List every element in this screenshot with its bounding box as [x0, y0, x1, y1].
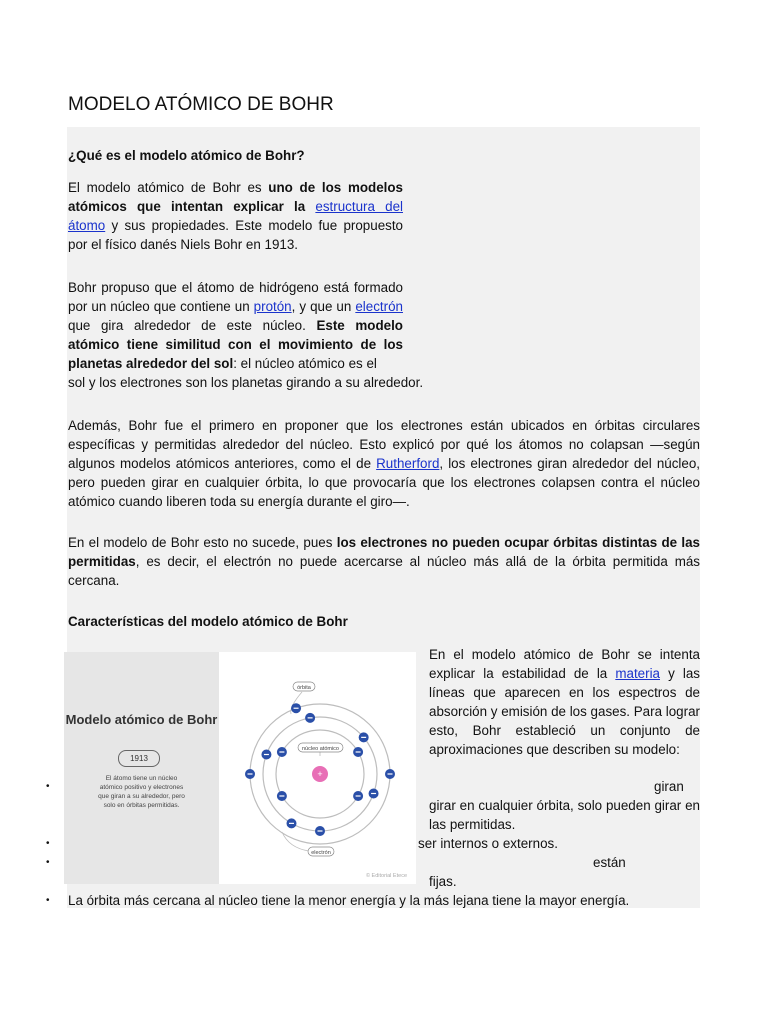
electron-minus [361, 737, 366, 738]
bullet-marker: • [46, 857, 50, 868]
electron-minus [308, 717, 313, 718]
list-text-fragment: están [593, 855, 626, 870]
label-nucleo: núcleo atómico [302, 746, 339, 752]
electron-minus [356, 795, 361, 796]
section-heading-que-es: ¿Qué es el modelo atómico de Bohr? [68, 148, 305, 163]
bullet-marker: • [46, 781, 50, 792]
bohr-atom-diagram [219, 652, 416, 884]
figure-title: Modelo atómico de Bohr [65, 712, 218, 727]
figure-description: El átomo tiene un núcleo atómico positivo y electrones que giran a su alrededor, pero solo en órbitas permitidas. [98, 775, 185, 809]
electron-minus [318, 830, 323, 831]
text: En el modelo atómico de Bohr se intenta explicar la estabilidad de la [429, 647, 700, 681]
text: que gira alrededor de este núcleo. [68, 318, 317, 333]
electron-minus [279, 751, 284, 752]
label-orbita: órbita [297, 685, 311, 691]
bohr-model-figure [64, 652, 416, 884]
text: , y que un [291, 299, 356, 314]
paragraph-intro [68, 178, 403, 254]
list-text-fragment: girar en cualquier órbita, solo pueden girar en las permitidas. [429, 798, 700, 832]
list-text-fragment: fijas. [429, 874, 457, 889]
text: Además, Bohr fue el primero en proponer que los electrones están ubicados en órbitas circulares específicas y permitidas alrededor del núcleo. Esto explicó por qué los átomos no colapsan —según algunos modelos atómicos anteriores, como el de [68, 418, 700, 471]
label-electron: electrón [311, 850, 331, 856]
link-rutherford[interactable]: Rutherford [376, 456, 440, 471]
electron-minus [289, 823, 294, 824]
paragraph-estabilidad [429, 645, 700, 759]
link-proton[interactable]: protón [253, 299, 292, 314]
list-text-fragment: ser internos o externos. [418, 836, 558, 851]
page-title: MODELO ATÓMICO DE BOHR [68, 94, 334, 115]
bullet-marker: • [46, 838, 50, 849]
text: y las líneas que aparecen en los espectros de absorción y emisión de los gases. Para lograr esto, Bohr estableció un conjunto de aproximaciones que describen su modelo: [429, 666, 700, 757]
electron-minus [356, 751, 361, 752]
paragraph-bohr-propuso-end: sol y los electrones son los planetas girando a su alrededor. [68, 375, 424, 390]
electron-minus [371, 793, 376, 794]
text: : el núcleo atómico es el [233, 356, 377, 371]
link-electron[interactable]: electrón [355, 299, 403, 314]
link-materia[interactable]: materia [615, 666, 660, 681]
link-estructura-atomo[interactable]: estructura del átomo [68, 199, 403, 233]
figure-year-badge: 1913 [118, 750, 160, 767]
bold-text: los electrones no pueden ocupar órbitas distintas de las permitidas [68, 535, 700, 569]
list-text-fragment: giran [654, 779, 684, 794]
bold-text: Este modelo atómico tiene similitud con el movimiento de los planetas alrededor del sol [68, 318, 403, 371]
list-item-orbita-energia: La órbita más cercana al núcleo tiene la menor energía y la más lejana tiene la mayor energía. [68, 893, 630, 908]
text: , los electrones giran alrededor del núcleo, pero pueden girar en cualquier órbita, lo que provocaría que los electrones colapsen contra el núcleo atómico cuando liberen toda su energía durante el giro—. [68, 456, 700, 509]
paragraph-ademas [68, 416, 700, 511]
text: Bohr propuso que el átomo de hidrógeno está formado por un núcleo que contiene un [68, 280, 403, 314]
text: y sus propiedades. Este modelo fue propuesto por el físico danés Niels Bohr en 1913. [68, 218, 403, 252]
figure-copyright: © Editorial Etece [365, 873, 407, 879]
bullet-marker: • [46, 895, 50, 906]
electron-minus [388, 773, 393, 774]
electron-minus [279, 795, 284, 796]
paragraph-bohr-propuso [68, 278, 403, 373]
electron-minus [264, 754, 269, 755]
electron-minus [294, 708, 299, 709]
paragraph-no-sucede [68, 533, 700, 590]
section-heading-caracteristicas: Características del modelo atómico de Bohr [68, 614, 348, 629]
electron-minus [248, 773, 253, 774]
nucleus-plus: + [317, 769, 323, 779]
bold-text: uno de los modelos atómicos que intentan explicar la [68, 180, 403, 214]
text: El modelo atómico de Bohr es [68, 180, 269, 195]
figure-caption-panel [64, 652, 219, 884]
text: En el modelo de Bohr esto no sucede, pues [68, 535, 337, 550]
text: , es decir, el electrón no puede acercarse al núcleo más allá de la órbita permitida más cercana. [68, 554, 700, 588]
